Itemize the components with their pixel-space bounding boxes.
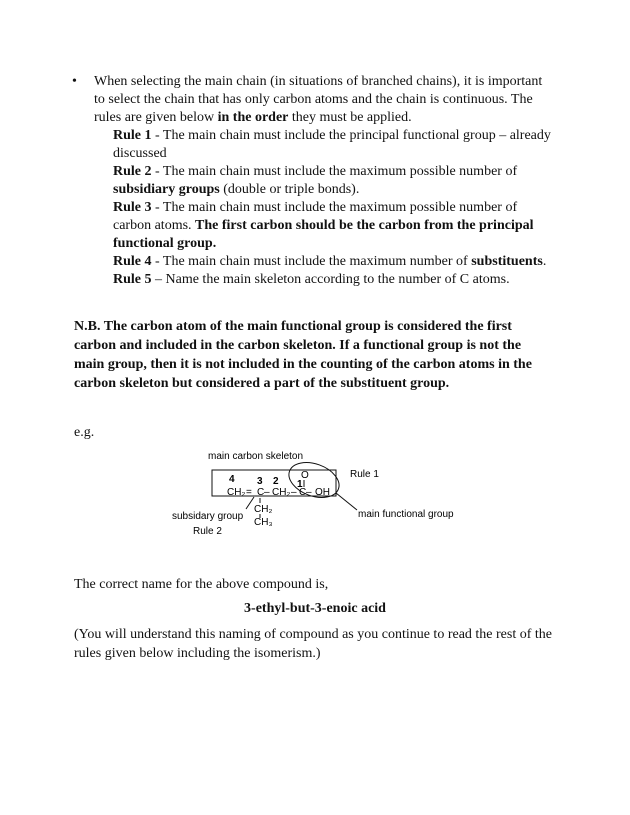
rule-4: Rule 4 - The main chain must include the maximum number of substituents. xyxy=(113,254,547,269)
carbon-c3: C xyxy=(257,487,265,498)
bullet-intro xyxy=(94,73,554,127)
rule1-pointer xyxy=(336,493,357,510)
rule-1: Rule 1 - The main chain must include the principal functional group – already discussed xyxy=(113,128,551,161)
rule2-label: Rule 2 xyxy=(193,526,222,537)
bond-c3-c2: – xyxy=(264,487,270,498)
compound-name: 3-ethyl-but-3-enoic acid xyxy=(244,601,386,616)
ch2-branch: CH₂ xyxy=(254,504,273,515)
rule-3: Rule 3 - The main chain must include the maximum possible number of carbon atoms. The first carbon should be the carbon from the principal functional group. xyxy=(113,200,534,251)
eg-label: e.g. xyxy=(74,425,95,440)
rule-2: Rule 2 - The main chain must include the maximum possible number of subsidiary groups (double or triple bonds). xyxy=(113,164,518,197)
ch3-branch: CH₃ xyxy=(254,517,273,528)
hydroxyl-group: OH xyxy=(315,487,330,498)
compound-diagram xyxy=(160,445,480,545)
bullet-point: • xyxy=(72,74,77,89)
main-carbon-skeleton-label: main carbon skeleton xyxy=(208,451,304,462)
bullet-section xyxy=(72,73,554,289)
carbon-c1: C xyxy=(299,487,307,498)
note-paragraph: (You will understand this naming of compound as you continue to read the rest of the rules given below including the isomerism.) xyxy=(74,627,552,661)
carbon-number-3: 3 xyxy=(257,476,263,487)
intro-text: When selecting the main chain (in situations of branched chains), it is important to select the chain that has only carbon atoms and the chain is continuous. The rules are given below xyxy=(94,74,543,125)
rule-5: Rule 5 – Name the main skeleton according to the number of C atoms. xyxy=(113,272,510,287)
ch2-terminal: CH₂ xyxy=(227,487,246,498)
carbon-number-2: 2 xyxy=(273,476,279,487)
carbon-number-4: 4 xyxy=(229,474,235,485)
bond-c2-c1: – xyxy=(291,487,297,498)
rule1-label: Rule 1 xyxy=(350,469,379,480)
subsidary-pointer xyxy=(246,497,254,509)
rules-list xyxy=(113,127,554,289)
ch2-c2: CH₂ xyxy=(272,487,291,498)
nb-paragraph: N.B. The carbon atom of the main functional group is considered the first carbon and included in the carbon skeleton. If a functional group is not the main group, then it is not included in the counting of the carbon atoms in the carbon skeleton but considered a part of the substituent group. xyxy=(74,319,532,391)
correct-name-intro: The correct name for the above compound is, xyxy=(74,577,329,592)
carbon-number-1: 1 xyxy=(297,479,303,490)
double-bond: = xyxy=(246,487,252,498)
main-functional-group-label: main functional group xyxy=(358,509,454,520)
oxygen-atom: O xyxy=(301,470,309,481)
intro-bold-text: in the order xyxy=(217,110,289,125)
subsidary-group-label: subsidary group xyxy=(172,511,244,522)
bond-c1-oh: – xyxy=(306,487,312,498)
intro-text-end: they must be applied. xyxy=(288,110,412,125)
